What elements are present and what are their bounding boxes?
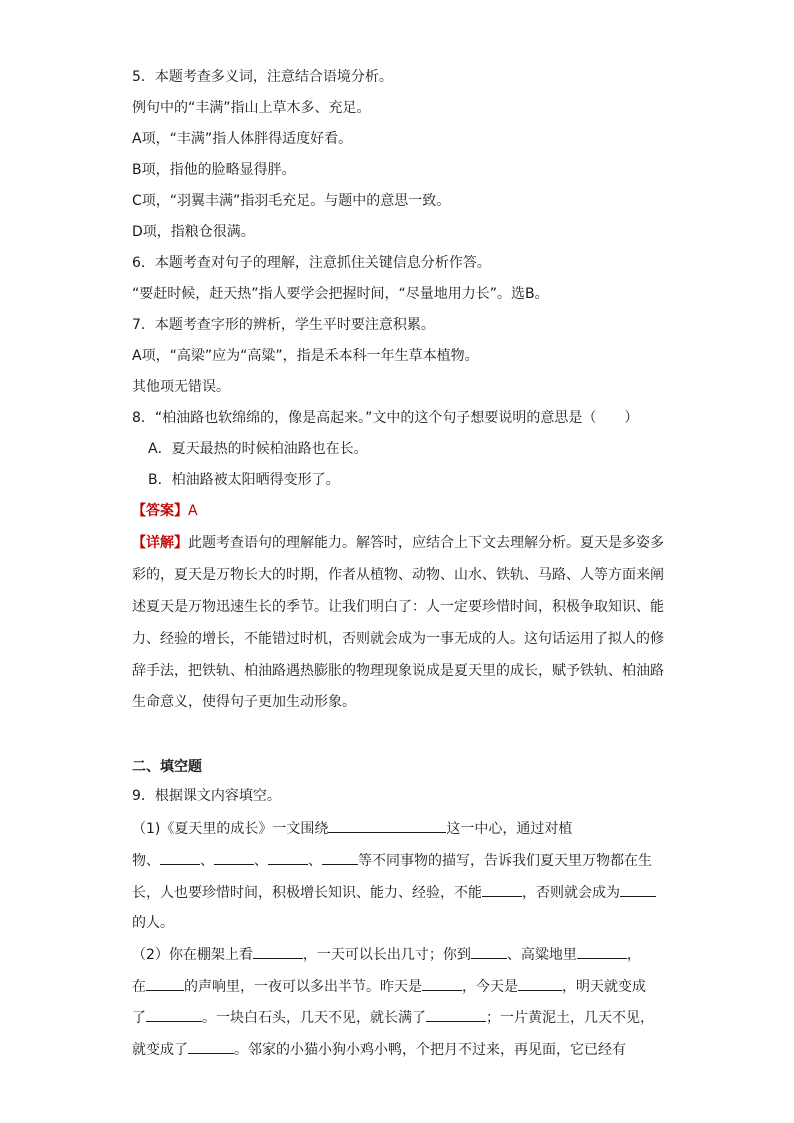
fill-blank[interactable] xyxy=(577,944,627,959)
answer-row xyxy=(132,501,198,521)
fill-blank[interactable] xyxy=(426,1007,486,1022)
fill-text: ，否则就会成为 xyxy=(522,885,620,901)
fill-blank[interactable] xyxy=(482,882,522,897)
fill-text: ，一天可以长出几寸；你到 xyxy=(302,947,471,963)
fill-text: ，明天就变成 xyxy=(562,979,646,995)
explanation-text: 此题考查语句的理解能力。解答时，应结合上下文去理解分析。夏天是多姿多 xyxy=(188,535,664,551)
fill-blank[interactable] xyxy=(253,944,303,959)
answer-line-6: 6．本题考查对句子的理解，注意抓住关键信息分析作答。 xyxy=(132,255,491,271)
fill-line: 的人。 xyxy=(132,915,174,931)
answer-label: 【答案】 xyxy=(132,503,188,519)
fill-text: （2）你在棚架上看 xyxy=(132,947,253,963)
fill-blank[interactable] xyxy=(268,850,308,865)
fill-text: 。一块白石头，几天不见，就长满了 xyxy=(202,1010,426,1026)
fill-line xyxy=(132,1007,654,1028)
answer-line-7-a: A项，“高梁”应为“高粱”，指是禾本科一年生草本植物。 xyxy=(132,348,479,364)
explanation-line: 力、经验的增长，不能错过时机，否则就会成为一事无成的人。这句话运用了拟人的修 xyxy=(132,631,664,647)
explanation-line: 生命意义，使得句子更加生动形象。 xyxy=(132,694,356,710)
option-b: B．柏油路被太阳晒得变形了。 xyxy=(148,472,340,488)
fill-text: ；一片黄泥土，几天不见， xyxy=(486,1010,654,1026)
explanation-line: 述夏天是万物迅速生长的季节。让我们明白了：人一定要珍惜时间，积极争取知识、能 xyxy=(132,599,664,615)
question-8: 8．“柏油路也软绵绵的，像是高起来。”文中的这个句子想要说明的意思是（ ） xyxy=(132,410,639,426)
fill-text: 了 xyxy=(132,1010,146,1026)
fill-blank[interactable] xyxy=(322,850,358,865)
fill-text: 、 xyxy=(308,853,322,869)
fill-text: 就变成了 xyxy=(132,1042,188,1058)
fill-text: 、 xyxy=(200,853,214,869)
answer-line-c: C项，“羽翼丰满”指羽毛充足。与题中的意思一致。 xyxy=(132,193,451,209)
explanation-line: 辞手法，把铁轨、柏油路遇热膨胀的物理现象说成是夏天里的成长，赋予铁轨、柏油路 xyxy=(132,663,664,679)
fill-blank[interactable] xyxy=(518,976,562,991)
fill-text: 等不同事物的描写，告诉我们夏天里万物都在生 xyxy=(358,853,652,869)
fill-blank[interactable] xyxy=(146,1007,202,1022)
fill-blank[interactable] xyxy=(160,850,200,865)
fill-text: 在 xyxy=(132,979,146,995)
option-a: A．夏天最热的时候柏油路也在长。 xyxy=(148,441,368,457)
fill-blank[interactable] xyxy=(422,976,462,991)
section-title: 二、填空题 xyxy=(132,759,202,775)
fill-line xyxy=(132,850,652,871)
fill-blank[interactable] xyxy=(214,850,254,865)
question-9: 9．根据课文内容填空。 xyxy=(132,788,281,804)
answer-line-example: 例句中的“丰满”指山上草木多、充足。 xyxy=(132,100,371,116)
fill-line xyxy=(132,976,646,997)
fill-blank[interactable] xyxy=(471,944,507,959)
answer-line-7-other: 其他项无错误。 xyxy=(132,379,230,395)
fill-text: （1)《夏天里的成长》一文围绕 xyxy=(132,821,329,837)
fill-blank[interactable] xyxy=(146,976,184,991)
fill-text: 物、 xyxy=(132,853,160,869)
explanation-label: 【详解】 xyxy=(132,535,188,551)
answer-line-a: A项，“丰满”指人体胖得适度好看。 xyxy=(132,131,353,147)
fill-blank[interactable] xyxy=(328,818,446,833)
answer-line-d: D项，指粮仓很满。 xyxy=(132,224,255,240)
fill-text: 、 xyxy=(254,853,268,869)
fill-line xyxy=(132,818,572,839)
fill-text: ， xyxy=(626,947,641,963)
answer-line-b: B项，指他的脸略显得胖。 xyxy=(132,162,296,178)
answer-line-6-detail: “要赶时候，赶天热”指人要学会把握时间，“尽量地用力长”。选B。 xyxy=(132,286,549,302)
fill-line xyxy=(132,882,656,903)
fill-text: 、高粱地里 xyxy=(506,947,577,963)
answer-line-7: 7．本题考查字形的辨析，学生平时要注意积累。 xyxy=(132,317,435,333)
explanation-line: 彩的，夏天是万物长大的时期，作者从植物、动物、山水、铁轨、马路、人等方面来阐 xyxy=(132,567,664,583)
explanation-row xyxy=(132,533,664,553)
fill-line xyxy=(132,1039,626,1060)
fill-text: ，今天是 xyxy=(462,979,518,995)
fill-line xyxy=(132,944,641,965)
fill-blank[interactable] xyxy=(620,882,656,897)
fill-text: 的声响里，一夜可以多出半节。昨天是 xyxy=(184,979,422,995)
fill-text: 这一中心，通过对植 xyxy=(446,821,573,837)
fill-text: 。邻家的小猫小狗小鸡小鸭，个把月不过来，再见面，它已经有 xyxy=(234,1042,626,1058)
fill-blank[interactable] xyxy=(188,1039,234,1054)
fill-text: 长，人也要珍惜时间，积极增长知识、能力、经验，不能 xyxy=(132,885,482,901)
answer-line-5: 5．本题考查多义词，注意结合语境分析。 xyxy=(132,69,393,85)
answer-value: A xyxy=(188,503,198,519)
